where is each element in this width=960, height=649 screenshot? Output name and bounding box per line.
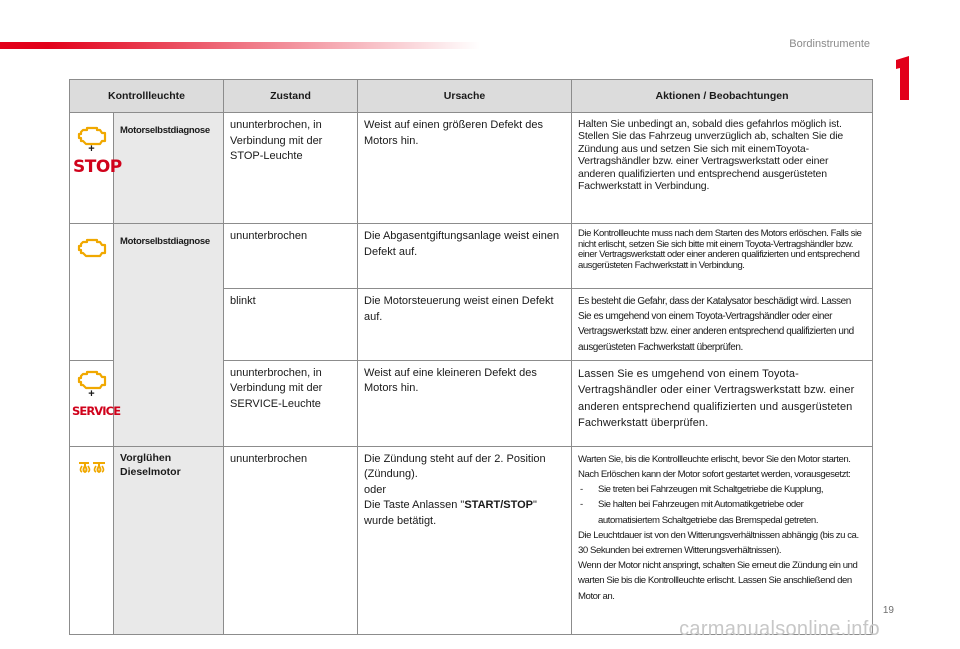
cause-text-or: oder (364, 483, 387, 496)
state-cell (224, 113, 358, 224)
cause-text: Weist auf einen größeren Defekt des Motors hin. (364, 119, 543, 147)
cause-cell (358, 113, 572, 224)
plus-sign: + (88, 387, 95, 400)
state-cell (224, 446, 358, 634)
cause-text-button (364, 498, 565, 529)
icon-cell (70, 113, 122, 224)
conditions-list (578, 482, 866, 528)
table-row (70, 224, 873, 289)
icon-cell (70, 446, 114, 634)
state-text: ununterbrochen, in Verbindung mit der SERVICE-Leuchte (230, 366, 323, 410)
list-item: - Sie treten bei Fahrzeugen mit Schaltgetriebe die Kupplung, (598, 482, 866, 497)
light-name: Vorglühen (120, 451, 172, 464)
action-text: Es besteht die Gefahr, dass der Katalysator beschädigt wird. Lassen Sie es umgehend von einem Toyota-Vertragshändler oder einer Vertragswerkstatt bzw. einer anderen entsprechend qualifizierten und ausgerüsteten Fachwerkstatt überprüfen. (578, 296, 854, 353)
start-stop-label: START/STOP (464, 499, 533, 512)
cause-text-pre: Die Taste Anlassen " (364, 499, 465, 512)
state-cell (224, 224, 358, 289)
table-row (70, 113, 873, 224)
icon-cell (70, 360, 121, 446)
cause-text-post: " wurde betätigt. (364, 499, 537, 527)
cause-cell (358, 360, 572, 446)
plus-sign: + (88, 143, 95, 155)
action-text: Halten Sie unbedingt an, sobald dies gefahrlos möglich ist. Stellen Sie das Fahrzeug unverzüglich ab, schalten Sie die Zündung aus und setzen Sie sich mit einemToyota-Vertragshändler bzw. einer Vertragswerkstatt oder einer anderen qualifizierten und entsprechend ausgerüsteten Fachwerkstatt in Verbindung. (578, 118, 844, 193)
col-header-ursache: Ursache (358, 80, 572, 113)
watermark: carmanualsonline.info (679, 618, 880, 640)
cause-cell (358, 289, 572, 361)
action-outro-duration: Die Leuchtdauer ist von den Witterungsverhältnissen abhängig (bis zu ca. 30 Sekunden bei extremen Witterungsverhältnissen). (578, 529, 859, 557)
light-name-line2: Dieselmotor (120, 465, 181, 478)
col-header-kontrollleuchte: Kontrollleuchte (70, 80, 224, 113)
stop-label: STOP (73, 157, 122, 177)
light-name: Motorselbstdiagnose (120, 125, 210, 136)
section-title: Bordinstrumente (789, 38, 870, 50)
cause-text: Die Motorsteuerung weist einen Defekt auf. (364, 295, 554, 323)
action-cell (572, 360, 873, 446)
state-text: ununterbrochen (230, 452, 308, 465)
action-cell (572, 446, 873, 634)
state-text: ununterbrochen, in Verbindung mit der STOP-Leuchte (230, 119, 323, 162)
icon-cell (70, 224, 114, 361)
cause-cell (358, 224, 572, 289)
state-cell (224, 289, 358, 361)
table-header-row (70, 80, 873, 113)
chapter-number-text: 1 (892, 56, 893, 57)
engine-icon (77, 238, 107, 258)
list-item: - Sie halten bei Fahrzeugen mit Automatikgetriebe oder automatisiertem Schaltgetriebe das Bremspedal getreten. (598, 497, 866, 527)
state-text: ununterbrochen (230, 230, 308, 242)
action-text: Die Kontrollleuchte muss nach dem Starten des Motors erlöschen. Falls sie nicht erlischt, setzen Sie sich bitte mit einem Toyota-Vertragshändler bzw. einer Vertragswerkstatt oder einer anderen qualifizierten und entsprechend ausgerüsteten Fachwerkstatt in Verbindung. (578, 228, 862, 271)
cause-cell (358, 446, 572, 634)
header-accent-bar (0, 42, 480, 49)
action-cell (572, 224, 873, 289)
cause-text: Die Zündung steht auf der 2. Position (Zündung). (364, 452, 546, 481)
action-outro-restart: Wenn der Motor nicht anspringt, schalten Sie erneut die Zündung ein und warten Sie bis die Kontrollleuchte erlischt. Lassen Sie anschließend den Motor an. (578, 560, 858, 602)
name-cell (114, 113, 224, 224)
cause-text: Die Abgasentgiftungsanlage weist einen Defekt auf. (364, 230, 560, 258)
action-text: Lassen Sie es umgehend von einem Toyota-Vertragshändler oder einer Vertragswerkstatt bzw. einer anderen entsprechend qualifizierten und ausgerüsteten Fachwerkstatt überprüfen. (578, 367, 855, 430)
name-cell (114, 224, 224, 447)
col-header-zustand: Zustand (224, 80, 358, 113)
service-label: SERVICE (72, 403, 121, 418)
engine-icon (77, 370, 107, 390)
page-number: 19 (882, 605, 894, 616)
name-cell (114, 446, 224, 634)
table-row (70, 446, 873, 634)
state-text: blinkt (230, 295, 256, 307)
warning-lights-table (69, 79, 873, 635)
glow-plug-icon (78, 460, 106, 474)
action-cell (572, 289, 873, 361)
action-intro: Warten Sie, bis die Kontrollleuchte erlischt, bevor Sie den Motor starten. Nach Erlöschen kann der Motor sofort gestartet werden, vorausgesetzt: (578, 453, 851, 481)
light-name: Motorselbstdiagnose (120, 236, 210, 247)
chapter-number (892, 56, 914, 100)
cause-text: Weist auf eine kleineren Defekt des Motors hin. (364, 366, 537, 395)
state-cell (224, 360, 358, 446)
col-header-aktionen: Aktionen / Beobachtungen (572, 80, 873, 113)
action-cell (572, 113, 873, 224)
